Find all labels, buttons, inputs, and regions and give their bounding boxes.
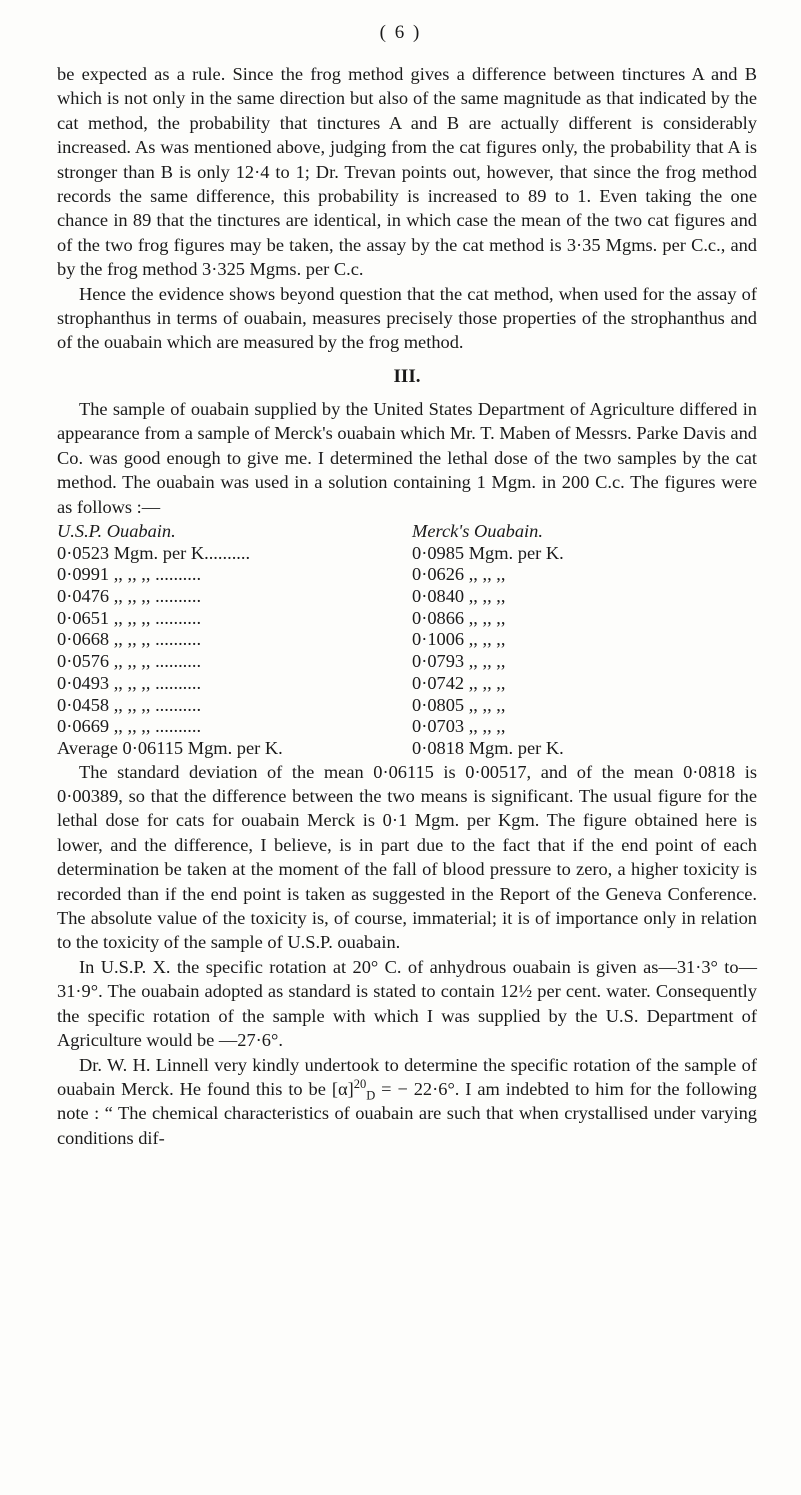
table-cell: 0·0668 ,, ,, ,, .......... [57,629,202,650]
section-heading: III. [393,365,421,387]
table-header-usp: U.S.P. Ouabain. [57,520,176,541]
paragraph-tincture-comparison: be expected as a rule. Since the frog method gives a difference between tinctures A and B which is not only in the same direction but also of the same magnitude as that indicated by the cat method, the probability that tinctures A and B are actually different is considerably increased. As was mentioned above, judging from the cat figures only, the probability that A is stronger than B is only 12·4 to 1; Dr. Trevan points out, however, that since the frog method records the same difference, this probability is increased to 89 to 1. Even taking the one chance in 89 that the tinctures are identical, in which case the mean of the two cat figures and of the two frog figures may be taken, the assay by the cat method is 3·35 Mgms. per C.c., and by the frog method 3·325 Mgms. per C.c. [57,64,757,280]
table-row [57,586,757,608]
paragraph-standard-deviation: The standard deviation of the mean 0·06115 is 0·00517, and of the mean 0·0818 is 0·00389, so that the difference between the two means is significant. The usual figure for the lethal dose for cats for ouabain Merck is 0·1 Mgm. per Kgm. The figure obtained here is lower, and the difference, I believe, is in part due to the fact that if the end point of each determination be taken at the moment of the fall of blood pressure to zero, a higher toxicity is recorded than if the end point is taken as suggested in the Report of the Geneva Conference. The absolute value of the toxicity is, of course, immaterial; it is of importance only in relation to the toxicity of the sample of U.S.P. ouabain. [57,761,757,953]
table-row [57,651,757,673]
table-row [57,629,757,651]
lethal-dose-table [57,521,757,760]
table-header-row [57,521,757,543]
table-cell: 0·0576 ,, ,, ,, .......... [57,651,202,672]
table-cell: 0·0840 ,, ,, ,, [412,586,506,607]
table-cell: 0·0742 ,, ,, ,, [412,672,506,693]
table-cell: 0·0626 ,, ,, ,, [412,564,506,585]
table-cell: 0·0991 ,, ,, ,, .......... [57,564,202,585]
page-body [57,62,757,1150]
table-row [57,608,757,630]
table-row [57,564,757,586]
table-cell: 0·0703 ,, ,, ,, [412,716,506,737]
paragraph-conclusion: Hence the evidence shows beyond question that the cat method, when used for the assay of strophanthus in terms of ouabain, measures precisely those properties of the strophanthus and of the ouabain which are measured by the frog method. [57,283,757,353]
table-row [57,716,757,738]
rotation-subscript: D [366,1088,376,1103]
table-cell: 0·0985 Mgm. per K. [412,542,564,563]
table-row [57,543,757,565]
table-cell: 0·0458 ,, ,, ,, .......... [57,694,202,715]
average-usp: Average 0·06115 Mgm. per K. [57,737,283,758]
table-cell: 0·0805 ,, ,, ,, [412,694,506,715]
table-cell: 0·0866 ,, ,, ,, [412,607,506,628]
linnell-text-end: = − 22·6°. I am indebted to him for the following note : “ The chemical characteristics of ouabain are such that when crystallised under varying conditions dif- [57,1078,757,1148]
table-cell: 0·1006 ,, ,, ,, [412,629,506,650]
page-number: ( 6 ) [379,22,422,43]
table-row [57,673,757,695]
table-cell: 0·0476 ,, ,, ,, .......... [57,586,202,607]
table-cell: 0·0669 ,, ,, ,, .......... [57,716,202,737]
average-merck: 0·0818 Mgm. per K. [412,737,564,758]
paragraph-specific-rotation: In U.S.P. X. the specific rotation at 20° C. of anhydrous ouabain is given as—31·3° to—31·9°. The ouabain adopted as standard is stated to contain 12½ per cent. water. Consequently the specific rotation of the sample with which I was supplied by the U.S. Department of Agriculture would be —27·6°. [57,956,757,1051]
table-cell: 0·0493 ,, ,, ,, .......... [57,672,202,693]
paragraph-ouabain-samples: The sample of ouabain supplied by the United States Department of Agriculture differed in appearance from a sample of Merck's ouabain which Mr. T. Maben of Messrs. Parke Davis and Co. was good enough to give me. I determined the lethal dose of the two samples by the cat method. The ouabain was used in a solution containing 1 Mgm. in 200 C.c. The figures were as follows :— [57,398,757,517]
linnell-text-start: Dr. W. H. Linnell very kindly undertook to determine the specific rotation of the sample of ouabain Merck. He found this to be [α] [57,1054,757,1099]
table-cell: 0·0651 ,, ,, ,, .......... [57,607,202,628]
rotation-superscript: 20 [353,1076,367,1091]
table-row [57,695,757,717]
paragraph-linnell [57,1053,757,1151]
table-cell: 0·0793 ,, ,, ,, [412,651,506,672]
table-cell: 0·0523 Mgm. per K.......... [57,542,251,563]
table-average-row [57,738,757,760]
table-header-merck: Merck's Ouabain. [412,520,543,541]
